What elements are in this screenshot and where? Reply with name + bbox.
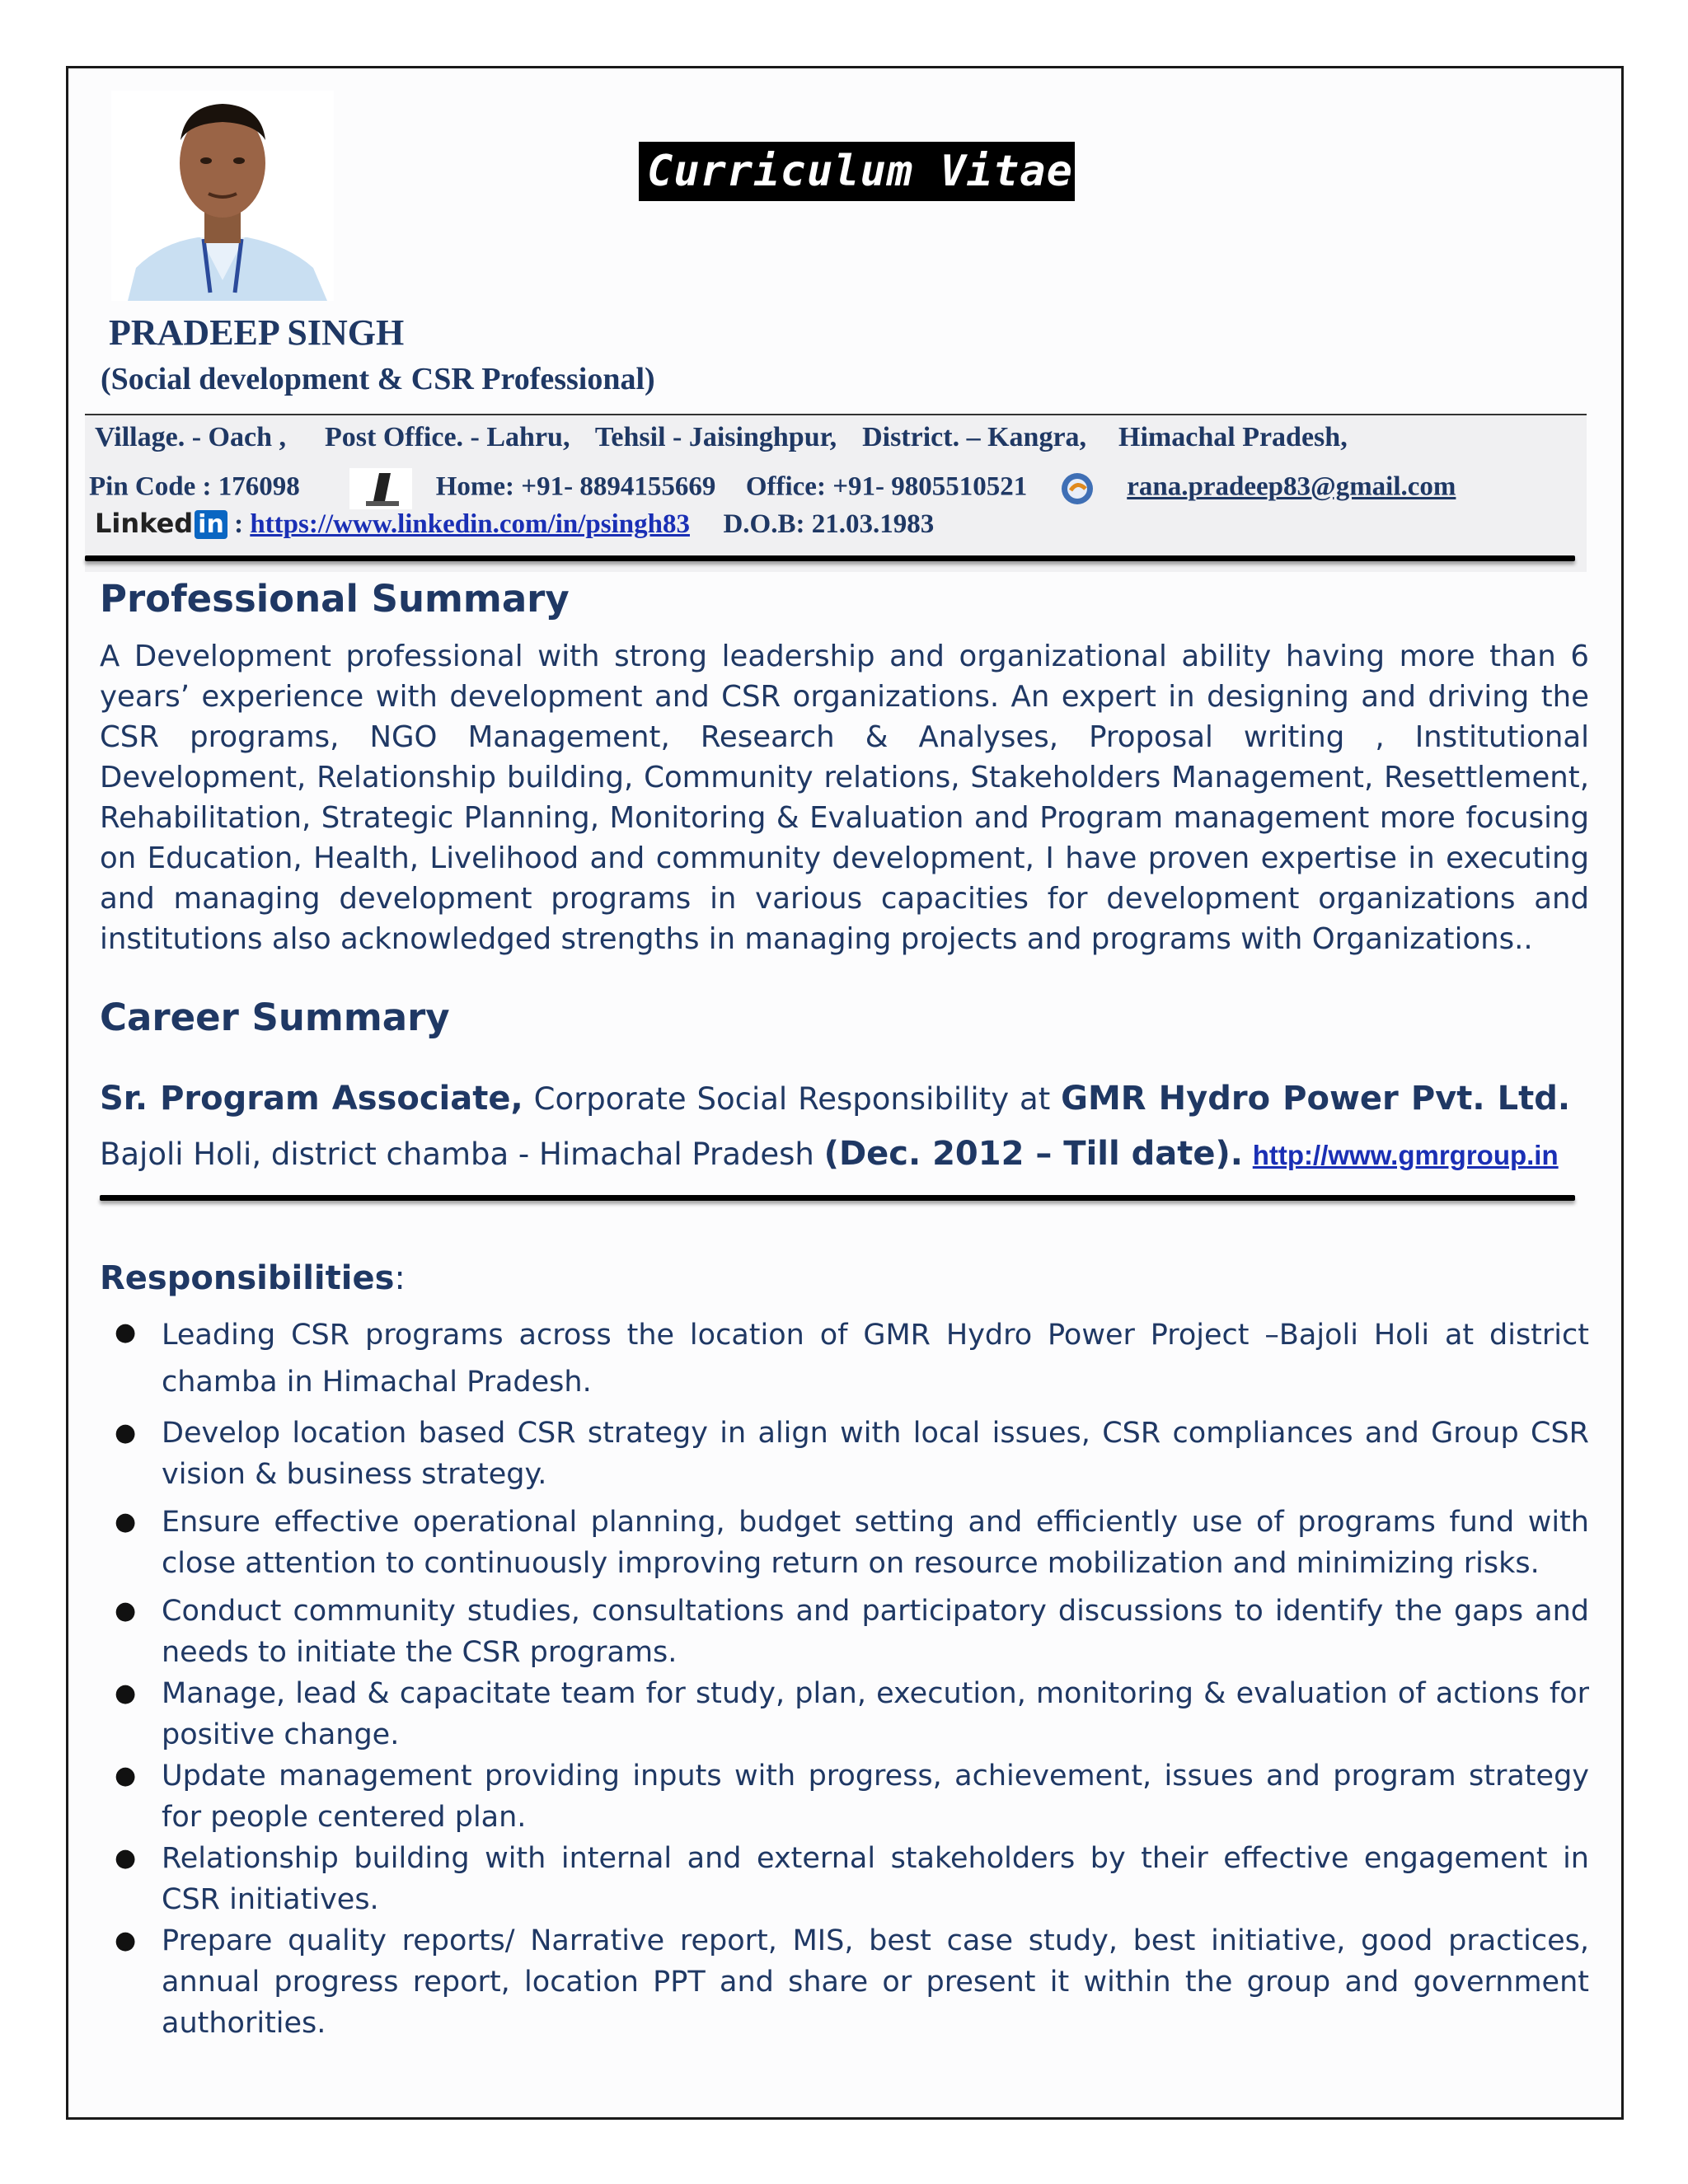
state: Himachal Pradesh, xyxy=(1118,422,1348,452)
job-location: Bajoli Holi, district chamba - Himachal Pradesh xyxy=(100,1137,814,1172)
professional-summary-heading: Professional Summary xyxy=(100,577,570,621)
tehsil: Tehsil - Jaisinghpur, xyxy=(594,422,837,452)
list-item: ● Develop location based CSR strategy in align with local issues, CSR compliances and Group CSR vision & business strategy. xyxy=(115,1417,1589,1491)
contact-box xyxy=(85,414,1587,572)
responsibilities-heading: Responsibilities: xyxy=(100,1259,406,1297)
job-period: (Dec. 2012 – Till date). xyxy=(823,1135,1243,1173)
list-item: ● Conduct community studies, consultations and participatory discussions to identify the gaps and needs to initiate the CSR programs. xyxy=(115,1595,1589,1669)
career-entry xyxy=(100,1071,1589,1183)
candidate-name: PRADEEP SINGH xyxy=(109,312,405,353)
career-summary-heading: Career Summary xyxy=(100,996,450,1039)
home-phone: Home: +91- 8894155669 xyxy=(435,471,716,502)
phone-line xyxy=(89,468,1456,509)
list-item: ● Prepare quality reports/ Narrative report, MIS, best case study, best initiative, good practices, annual progress report, location PPT and share or present it within the group and government authorities. xyxy=(115,1924,1589,2040)
office-phone: Office: +91- 9805510521 xyxy=(745,471,1028,502)
linkedin-link[interactable]: https://www.linkedin.com/in/psingh83 xyxy=(250,509,690,539)
document-title: Curriculum Vitae xyxy=(639,142,1075,201)
candidate-subtitle: (Social development & CSR Professional) xyxy=(101,362,655,396)
list-item: ● Ensure effective operational planning, budget setting and efficiently use of programs fund with close attention to continuously improving return on resource mobilization and minimizing risks. xyxy=(115,1506,1589,1580)
list-item: ● Leading CSR programs across the location of GMR Hydro Power Project –Bajoli Holi at district chamba in Himachal Pradesh. xyxy=(115,1318,1589,1399)
phone-icon xyxy=(349,468,412,509)
district: District. – Kangra, xyxy=(862,422,1087,452)
job-role-desc: Corporate Social Responsibility at xyxy=(533,1081,1051,1117)
list-item: ● Update management providing inputs with progress, achievement, issues and program strategy for people centered plan. xyxy=(115,1760,1589,1834)
email-link[interactable]: rana.pradeep83@gmail.com xyxy=(1127,471,1456,502)
job-role: Sr. Program Associate, xyxy=(100,1080,523,1118)
pin-label: Pin Code : xyxy=(89,471,212,502)
list-item: ● Manage, lead & capacitate team for study, plan, execution, monitoring & evaluation of actions for positive change. xyxy=(115,1677,1589,1751)
address-line xyxy=(95,422,1348,453)
professional-summary-text: A Development professional with strong leadership and organizational ability having more than 6 years’ experience with development and CSR organizations. An expert in designing and driving the CSR programs, NGO Management, Research & Analyses, Proposal writing , Institutional Development, Relationship building, Community relations, Stakeholders Management, Resettlement, Rehabilitation, Strategic Planning, Monitoring & Evaluation and Program management more focusing on Education, Health, Livelihood and community development, I have proven expertise in executing and managing development programs in various capacities for development organizations and institutions also acknowledged strengths in managing projects and programs with Organizations.. xyxy=(100,640,1589,956)
village: Village. - Oach , xyxy=(95,422,286,452)
company-name: GMR Hydro Power Pvt. Ltd. xyxy=(1061,1080,1571,1118)
date-of-birth: D.O.B: 21.03.1983 xyxy=(723,509,935,539)
email-icon xyxy=(1059,471,1095,507)
profile-photo xyxy=(111,91,334,301)
responsibilities-list xyxy=(100,1312,1589,2044)
contact-divider xyxy=(85,555,1575,561)
company-website-link[interactable]: http://www.gmrgroup.in xyxy=(1252,1140,1559,1170)
list-item: ● Relationship building with internal and external stakeholders by their effective engagement in CSR initiatives. xyxy=(115,1842,1589,1916)
linkedin-icon: Linked in xyxy=(95,508,227,539)
pin-value: 176098 xyxy=(218,471,300,502)
career-divider xyxy=(100,1195,1575,1201)
post-office: Post Office. - Lahru, xyxy=(325,422,570,452)
linkedin-line: Linked in : https://www.linkedin.com/in/psingh83 D.O.B: 21.03.1983 xyxy=(95,508,935,539)
